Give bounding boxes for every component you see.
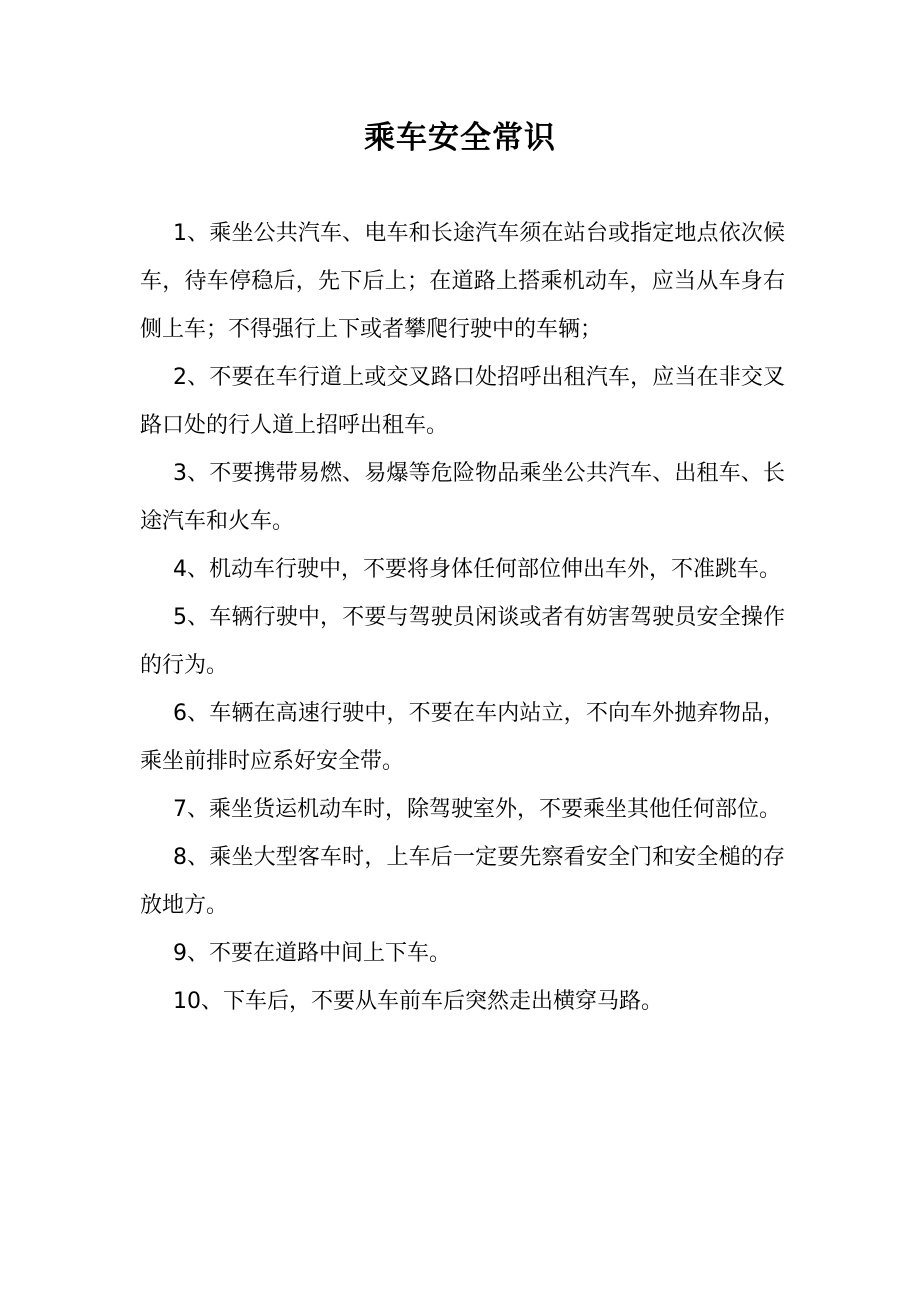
safety-item-7: 7、乘坐货运机动车时，除驾驶室外，不要乘坐其他任何部位。	[173, 797, 781, 822]
safety-item-4: 4、机动车行驶中，不要将身体任何部位伸出车外，不准跳车。	[173, 557, 781, 582]
document-body	[140, 210, 785, 1026]
safety-item-5: 5、车辆行驶中，不要与驾驶员闲谈或者有妨害驾驶员安全操作的行为。	[140, 605, 785, 678]
safety-item-10: 10、下车后，不要从车前车后突然走出横穿马路。	[173, 989, 663, 1014]
document-title: 乘车安全常识	[364, 120, 556, 156]
safety-item-2: 2、不要在车行道上或交叉路口处招呼出租汽车，应当在非交叉路口处的行人道上招呼出租车。	[140, 365, 785, 438]
safety-item-6: 6、车辆在高速行驶中，不要在车内站立，不向车外抛弃物品，乘坐前排时应系好安全带。	[140, 701, 785, 774]
safety-item-8: 8、乘坐大型客车时，上车后一定要先察看安全门和安全槌的存放地方。	[140, 845, 785, 918]
safety-item-3: 3、不要携带易燃、易爆等危险物品乘坐公共汽车、出租车、长途汽车和火车。	[140, 461, 785, 534]
safety-item-1: 1、乘坐公共汽车、电车和长途汽车须在站台或指定地点依次候车，待车停稳后，先下后上；在道路上搭乘机动车，应当从车身右侧上车；不得强行上下或者攀爬行驶中的车辆；	[140, 221, 785, 342]
safety-item-9: 9、不要在道路中间上下车。	[173, 941, 451, 966]
